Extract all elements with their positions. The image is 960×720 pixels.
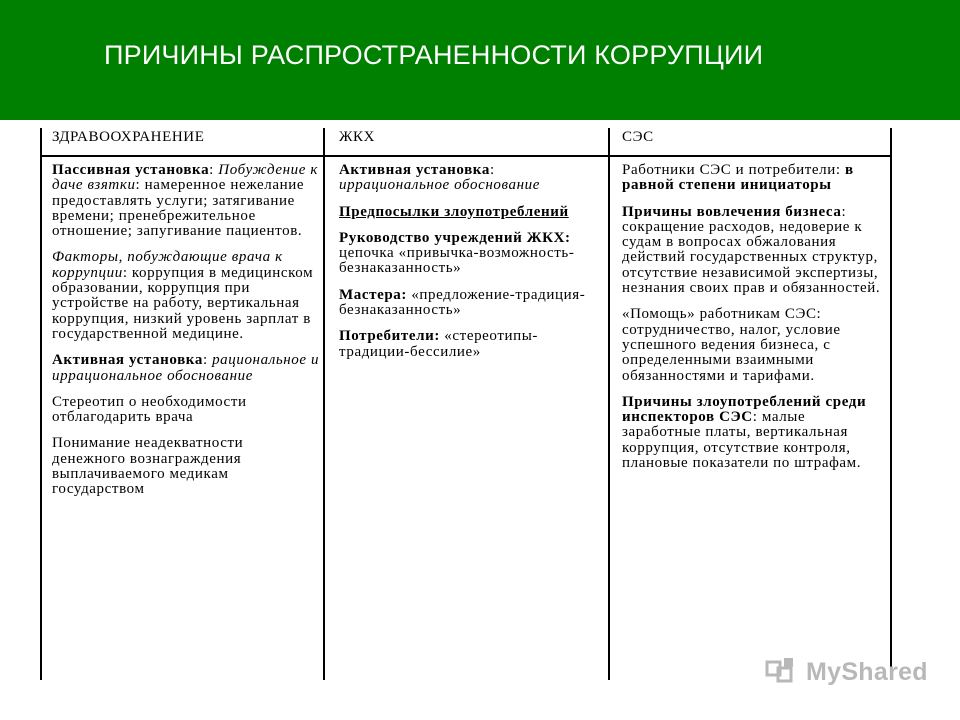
- column-heading: ЗДРАВООХРАНЕНИЕ: [52, 129, 205, 145]
- table-border-right: [890, 128, 892, 680]
- text-run: : сокращение расходов, недоверие к судам в вопросах обжалования действий государственных структур, отсутствие независимой экспертизы, незнания своих прав и обязанностей.: [622, 203, 881, 297]
- text-run: Мастера:: [339, 286, 407, 303]
- text-run: : намеренное нежелание предоставлять услуги; затягивание времени; пренебрежительное отношение; запугивание пациентов.: [52, 177, 305, 240]
- paragraph: [52, 163, 320, 239]
- text-run: Причины вовлечения бизнеса: [622, 203, 842, 220]
- paragraph: [622, 307, 888, 383]
- text-run: Побуждение к даче взятки: [52, 162, 319, 194]
- text-run: :: [202, 352, 213, 369]
- text-run: рациональное и иррациональное обоснование: [52, 352, 320, 384]
- paragraph: [339, 205, 604, 220]
- text-run: «предложение-традиция-безнаказанность»: [339, 286, 586, 319]
- text-run: Активная установка: [52, 352, 203, 369]
- paragraph: [339, 231, 604, 277]
- text-run: цепочка «привычка-возможность-безнаказанность»: [339, 245, 575, 277]
- column-divider-1: [323, 128, 325, 680]
- paragraph: [622, 205, 888, 297]
- paragraph: [622, 163, 888, 194]
- text-run: Стереотип о необходимости отблагодарить врача: [52, 393, 247, 426]
- text-run: Причины злоупотреблений среди инспекторов СЭС: [622, 393, 867, 426]
- column-heading: СЭС: [622, 129, 654, 145]
- text-run: «стереотипы-традиции-бесcилие»: [339, 328, 539, 360]
- column-healthcare: [52, 128, 320, 509]
- text-run: Предпосылки злоупотреблений: [339, 203, 569, 220]
- text-run: : малые заработные платы, вертикальная коррупция, отсутствие контроля, плановые показатели по штрафам.: [622, 409, 862, 472]
- paragraph: [339, 163, 604, 194]
- text-run: Активная установка: [339, 162, 490, 178]
- column-housing: [339, 128, 604, 371]
- text-run: Работники СЭС и потребители:: [622, 162, 845, 178]
- column-divider-2: [608, 128, 610, 680]
- slide-title: ПРИЧИНЫ РАСПРОСТРАНЕННОСТИ КОРРУПЦИИ: [104, 40, 764, 70]
- column-sanitary-service: [622, 128, 888, 482]
- causes-table: [40, 128, 892, 680]
- paragraph: [52, 436, 320, 497]
- myshared-watermark: [764, 656, 944, 692]
- column-heading: ЖКХ: [339, 129, 376, 145]
- paragraph: [52, 250, 320, 342]
- watermark-text: MyShared: [806, 658, 928, 686]
- myshared-logo-icon: [764, 656, 802, 692]
- paragraph: [339, 288, 604, 319]
- text-run: Факторы, побуждающие врача к коррупции: [52, 249, 283, 281]
- text-run: иррациональное обоснование: [339, 177, 541, 194]
- title-banner: [0, 0, 960, 120]
- text-run: :: [489, 162, 495, 178]
- text-run: : коррупция в медицинском образовании, коррупция при устройстве на работу, вертикальная коррупция, низкий уровень зарплат в государственной медицине.: [52, 264, 314, 342]
- table-border-left: [40, 128, 42, 680]
- paragraph: [52, 395, 320, 426]
- text-run: «Помощь» работникам СЭС: сотрудничество, налог, условие успешного ведения бизнеса, с определенными взаимными обязанностями и тарифами.: [622, 306, 841, 384]
- paragraph: [622, 395, 888, 471]
- text-run: Руководство учреждений ЖКХ:: [339, 229, 571, 246]
- text-run: Потребители:: [339, 328, 440, 345]
- text-run: :: [209, 162, 219, 178]
- text-run: в равной степени инициаторы: [622, 162, 854, 194]
- text-run: Понимание неадекватности денежного вознаграждения выплачиваемого медикам государством: [52, 435, 244, 498]
- paragraph: [52, 353, 320, 384]
- text-run: Пассивная установка: [52, 162, 210, 178]
- paragraph: [339, 329, 604, 360]
